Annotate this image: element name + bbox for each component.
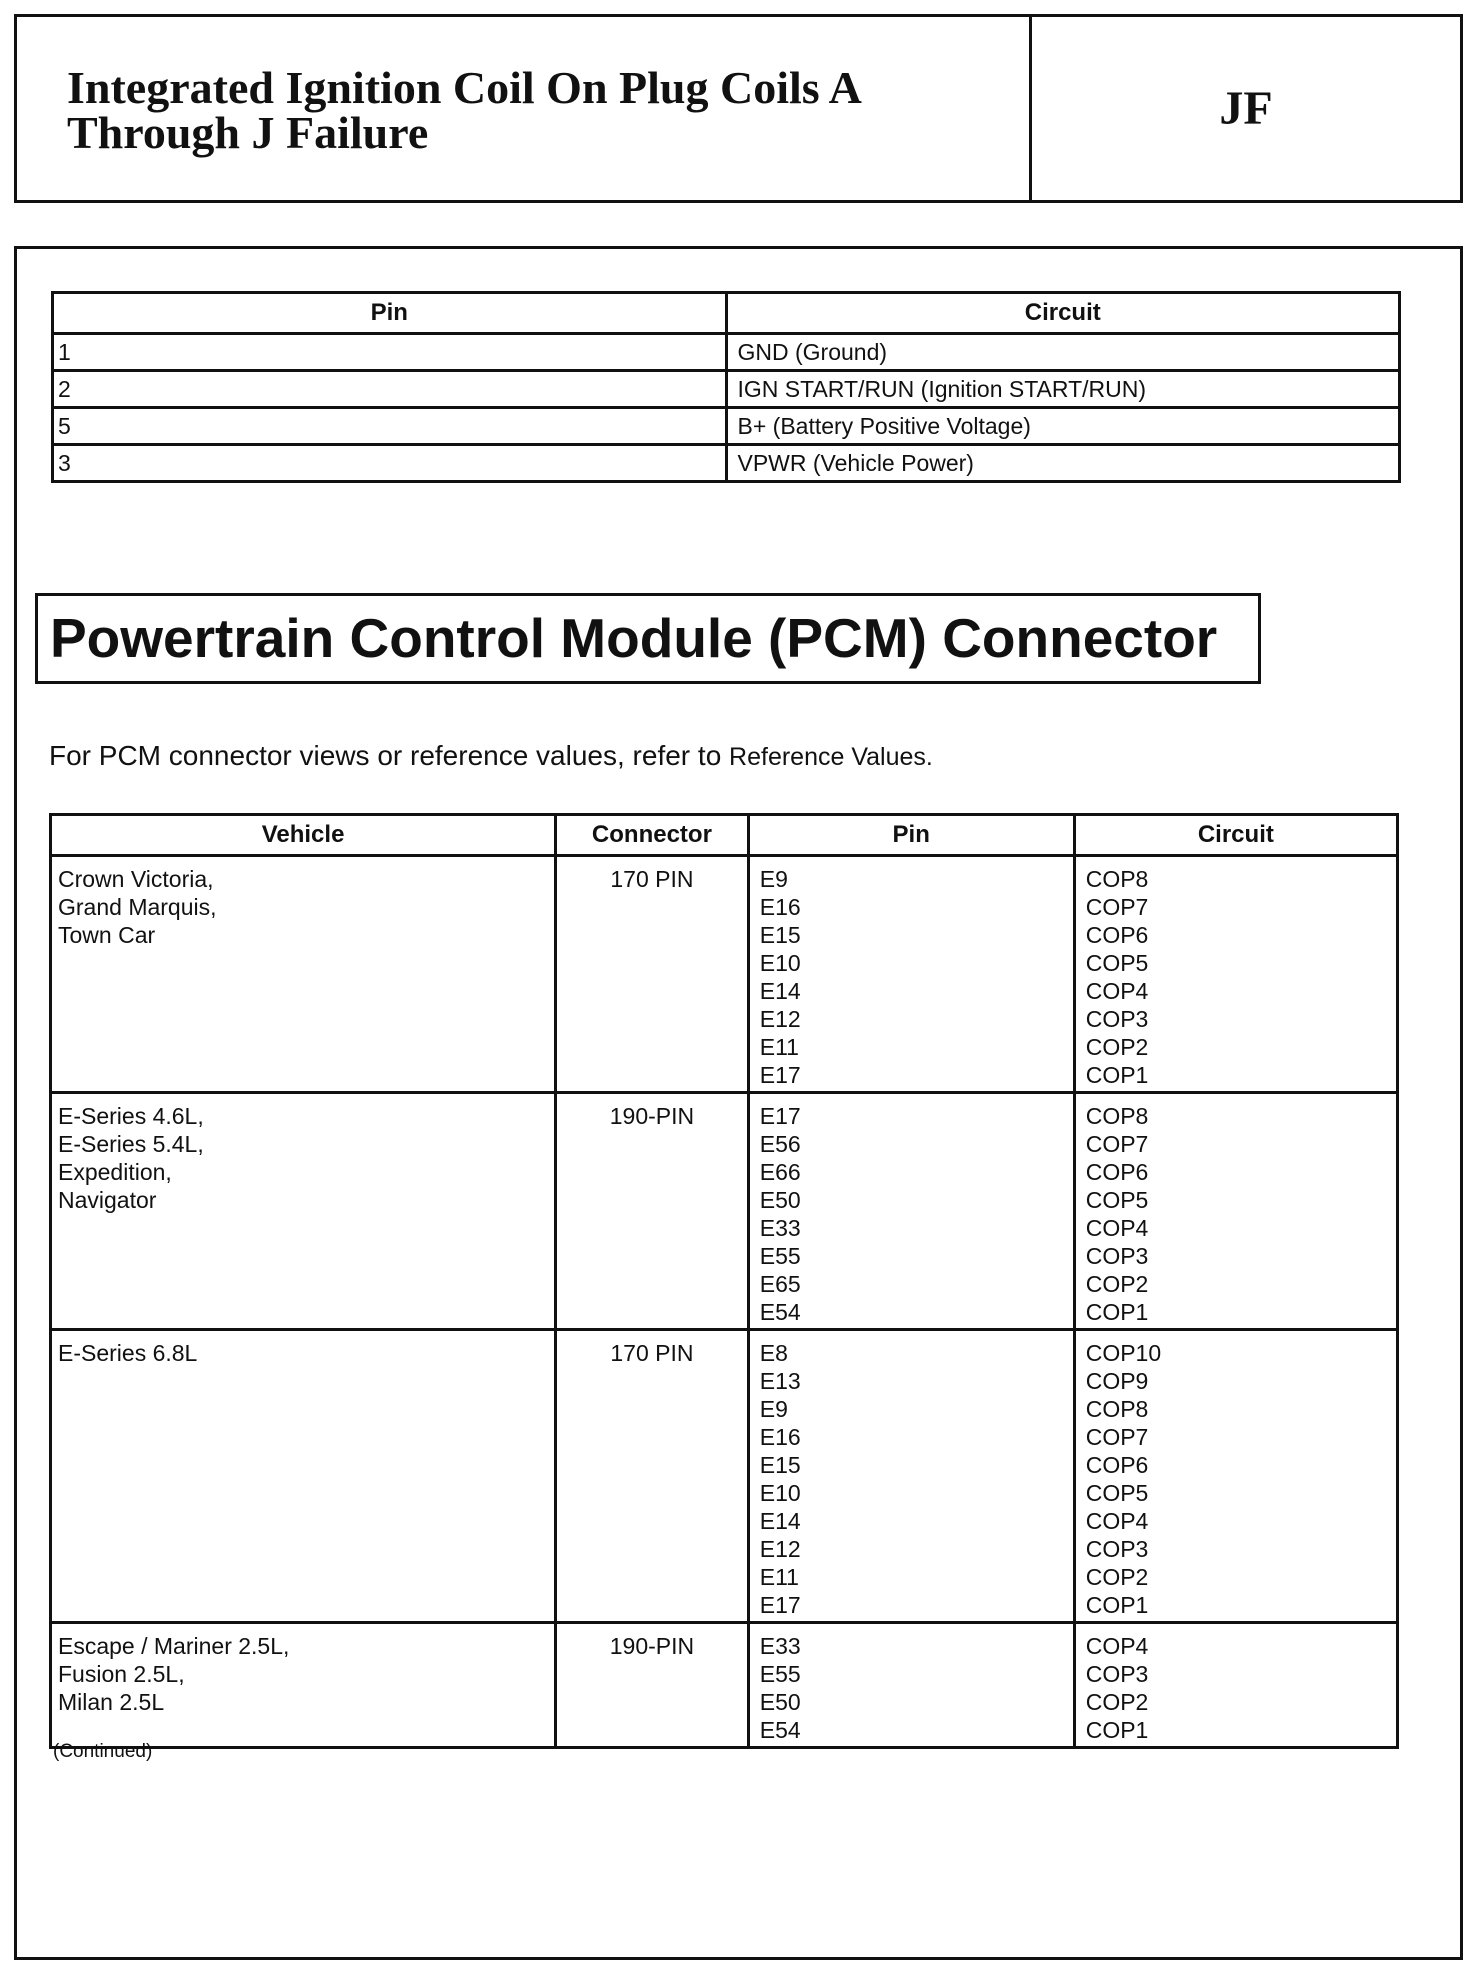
pin-cell	[748, 856, 1074, 1093]
circuit-cell-line: COP3	[1085, 1661, 1149, 1687]
circuit-cell-line: COP5	[1085, 1480, 1149, 1506]
pin-cell	[748, 1623, 1074, 1748]
table-row	[51, 856, 1398, 1093]
circuit-cell	[1074, 1093, 1397, 1330]
table-row	[53, 371, 1400, 408]
circuit-cell-line: COP7	[1085, 1424, 1149, 1450]
circuit-cell-line: COP6	[1085, 1159, 1149, 1185]
pin-cell	[748, 1093, 1074, 1330]
circuit-cell: VPWR (Vehicle Power)	[726, 445, 1400, 482]
vehicle-column-header: Vehicle	[51, 815, 556, 856]
connector-cell: 190-PIN	[556, 1093, 749, 1330]
circuit-column-header: Circuit	[1074, 815, 1397, 856]
table-row	[53, 334, 1400, 371]
pin-column-header: Pin	[748, 815, 1074, 856]
pin-cell	[748, 1330, 1074, 1623]
pin-cell-line: E55	[759, 1661, 801, 1687]
vehicle-cell-line: Grand Marquis,	[58, 894, 217, 920]
vehicle-cell-line: Expedition,	[58, 1159, 172, 1185]
pin-cell-line: E66	[759, 1159, 801, 1185]
vehicle-cell-line: Milan 2.5L	[58, 1689, 165, 1715]
connector-cell: 170 PIN	[556, 856, 749, 1093]
pin-cell-line: E9	[759, 866, 788, 892]
coil-pin-table	[51, 291, 1401, 483]
circuit-cell-line: COP10	[1085, 1340, 1162, 1366]
circuit-cell-line: COP4	[1085, 978, 1149, 1004]
circuit-cell-line: COP3	[1085, 1006, 1149, 1032]
circuit-cell-line: COP8	[1085, 1396, 1149, 1422]
connector-column-header: Connector	[556, 815, 749, 856]
pin-cell-line: E10	[759, 1480, 801, 1506]
circuit-cell-line: COP4	[1085, 1633, 1149, 1659]
pin-cell-line: E17	[759, 1103, 801, 1129]
vehicle-cell-line: Town Car	[58, 922, 156, 948]
vehicle-cell	[51, 856, 556, 1093]
table-header-row	[53, 293, 1400, 334]
pin-cell-line: E12	[759, 1006, 801, 1032]
pin-cell-line: E9	[759, 1396, 788, 1422]
pcm-table-body	[51, 856, 1398, 1748]
vehicle-cell-line: E-Series 5.4L,	[58, 1131, 204, 1157]
intro-text	[49, 740, 933, 772]
pin-cell-line: E17	[759, 1062, 801, 1088]
circuit-cell-line: COP5	[1085, 1187, 1149, 1213]
circuit-cell	[1074, 856, 1397, 1093]
pin-cell-line: E11	[759, 1034, 799, 1060]
circuit-cell-line: COP8	[1085, 1103, 1149, 1129]
pin-cell: 2	[53, 371, 727, 408]
table-row	[53, 408, 1400, 445]
circuit-cell-line: COP5	[1085, 950, 1149, 976]
circuit-cell	[1074, 1330, 1397, 1623]
vehicle-cell	[51, 1623, 556, 1748]
pin-cell-line: E50	[759, 1689, 801, 1715]
circuit-cell-line: COP7	[1085, 1131, 1149, 1157]
circuit-cell: IGN START/RUN (Ignition START/RUN)	[726, 371, 1400, 408]
circuit-cell-line: COP6	[1085, 1452, 1149, 1478]
vehicle-cell	[51, 1093, 556, 1330]
circuit-cell-line: COP1	[1085, 1062, 1149, 1088]
circuit-cell-line: COP9	[1085, 1368, 1149, 1394]
table-row	[51, 1330, 1398, 1623]
pin-cell-line: E8	[759, 1340, 788, 1366]
pin-cell-line: E50	[759, 1187, 801, 1213]
circuit-column-header: Circuit	[726, 293, 1400, 334]
pin-column-header: Pin	[53, 293, 727, 334]
pin-cell-line: E33	[759, 1215, 801, 1241]
pin-cell: 5	[53, 408, 727, 445]
pin-cell-line: E16	[759, 894, 801, 920]
pin-cell-line: E54	[759, 1717, 801, 1743]
pin-cell-line: E11	[759, 1564, 799, 1590]
pin-cell-line: E10	[759, 950, 801, 976]
circuit-cell-line: COP3	[1085, 1536, 1149, 1562]
circuit-cell-line: COP4	[1085, 1215, 1149, 1241]
vehicle-cell-line: E-Series 4.6L,	[58, 1103, 204, 1129]
circuit-cell-line: COP1	[1085, 1717, 1149, 1743]
page-title-line-2: Through J Failure	[67, 107, 429, 158]
main-content-box	[14, 246, 1463, 1960]
pin-cell-line: E33	[759, 1633, 801, 1659]
vehicle-cell-line: Navigator	[58, 1187, 157, 1213]
circuit-cell-line: COP6	[1085, 922, 1149, 948]
page-title-line-1: Integrated Ignition Coil On Plug Coils A	[67, 62, 862, 113]
table-row	[51, 1623, 1398, 1748]
pin-cell-line: E65	[759, 1271, 801, 1297]
pin-cell: 3	[53, 445, 727, 482]
vehicle-cell	[51, 1330, 556, 1623]
pin-cell-line: E16	[759, 1424, 801, 1450]
pin-cell-line: E14	[759, 1508, 801, 1534]
reference-values-link[interactable]: Reference Values.	[729, 743, 933, 771]
connector-cell: 190-PIN	[556, 1623, 749, 1748]
connector-cell: 170 PIN	[556, 1330, 749, 1623]
circuit-cell: B+ (Battery Positive Voltage)	[726, 408, 1400, 445]
table-row	[53, 445, 1400, 482]
vehicle-cell-line: Escape / Mariner 2.5L,	[58, 1633, 290, 1659]
pin-cell-line: E15	[759, 922, 801, 948]
circuit-cell-line: COP2	[1085, 1689, 1149, 1715]
circuit-cell-line: COP1	[1085, 1592, 1149, 1618]
table-header-row	[51, 815, 1398, 856]
pin-cell-line: E14	[759, 978, 801, 1004]
circuit-cell-line: COP1	[1085, 1299, 1149, 1325]
circuit-cell-line: COP2	[1085, 1034, 1149, 1060]
page-title	[67, 62, 1007, 158]
circuit-cell-line: COP3	[1085, 1243, 1149, 1269]
circuit-cell-line: COP2	[1085, 1271, 1149, 1297]
continued-note: (Continued)	[53, 1741, 153, 1762]
circuit-cell-line: COP4	[1085, 1508, 1149, 1534]
pin-cell-line: E56	[759, 1131, 801, 1157]
header-box	[14, 14, 1463, 203]
pin-cell: 1	[53, 334, 727, 371]
pinpoint-test-code: JF	[1219, 82, 1273, 135]
circuit-cell-line: COP7	[1085, 894, 1149, 920]
section-title: Powertrain Control Module (PCM) Connector	[35, 593, 1261, 684]
vehicle-cell-line: Fusion 2.5L,	[58, 1661, 185, 1687]
vehicle-cell-line: Crown Victoria,	[58, 866, 214, 892]
pin-cell-line: E54	[759, 1299, 801, 1325]
circuit-cell-line: COP8	[1085, 866, 1149, 892]
vehicle-cell-line: E-Series 6.8L	[58, 1340, 198, 1366]
pcm-connector-table	[49, 813, 1399, 1749]
pin-cell-line: E55	[759, 1243, 801, 1269]
circuit-cell-line: COP2	[1085, 1564, 1149, 1590]
intro-text-body: For PCM connector views or reference values, refer to	[49, 740, 730, 771]
circuit-cell: GND (Ground)	[726, 334, 1400, 371]
pin-cell-line: E17	[759, 1592, 801, 1618]
circuit-cell	[1074, 1623, 1397, 1748]
pin-cell-line: E15	[759, 1452, 801, 1478]
pin-cell-line: E12	[759, 1536, 801, 1562]
pin-cell-line: E13	[759, 1368, 801, 1394]
table-row	[51, 1093, 1398, 1330]
